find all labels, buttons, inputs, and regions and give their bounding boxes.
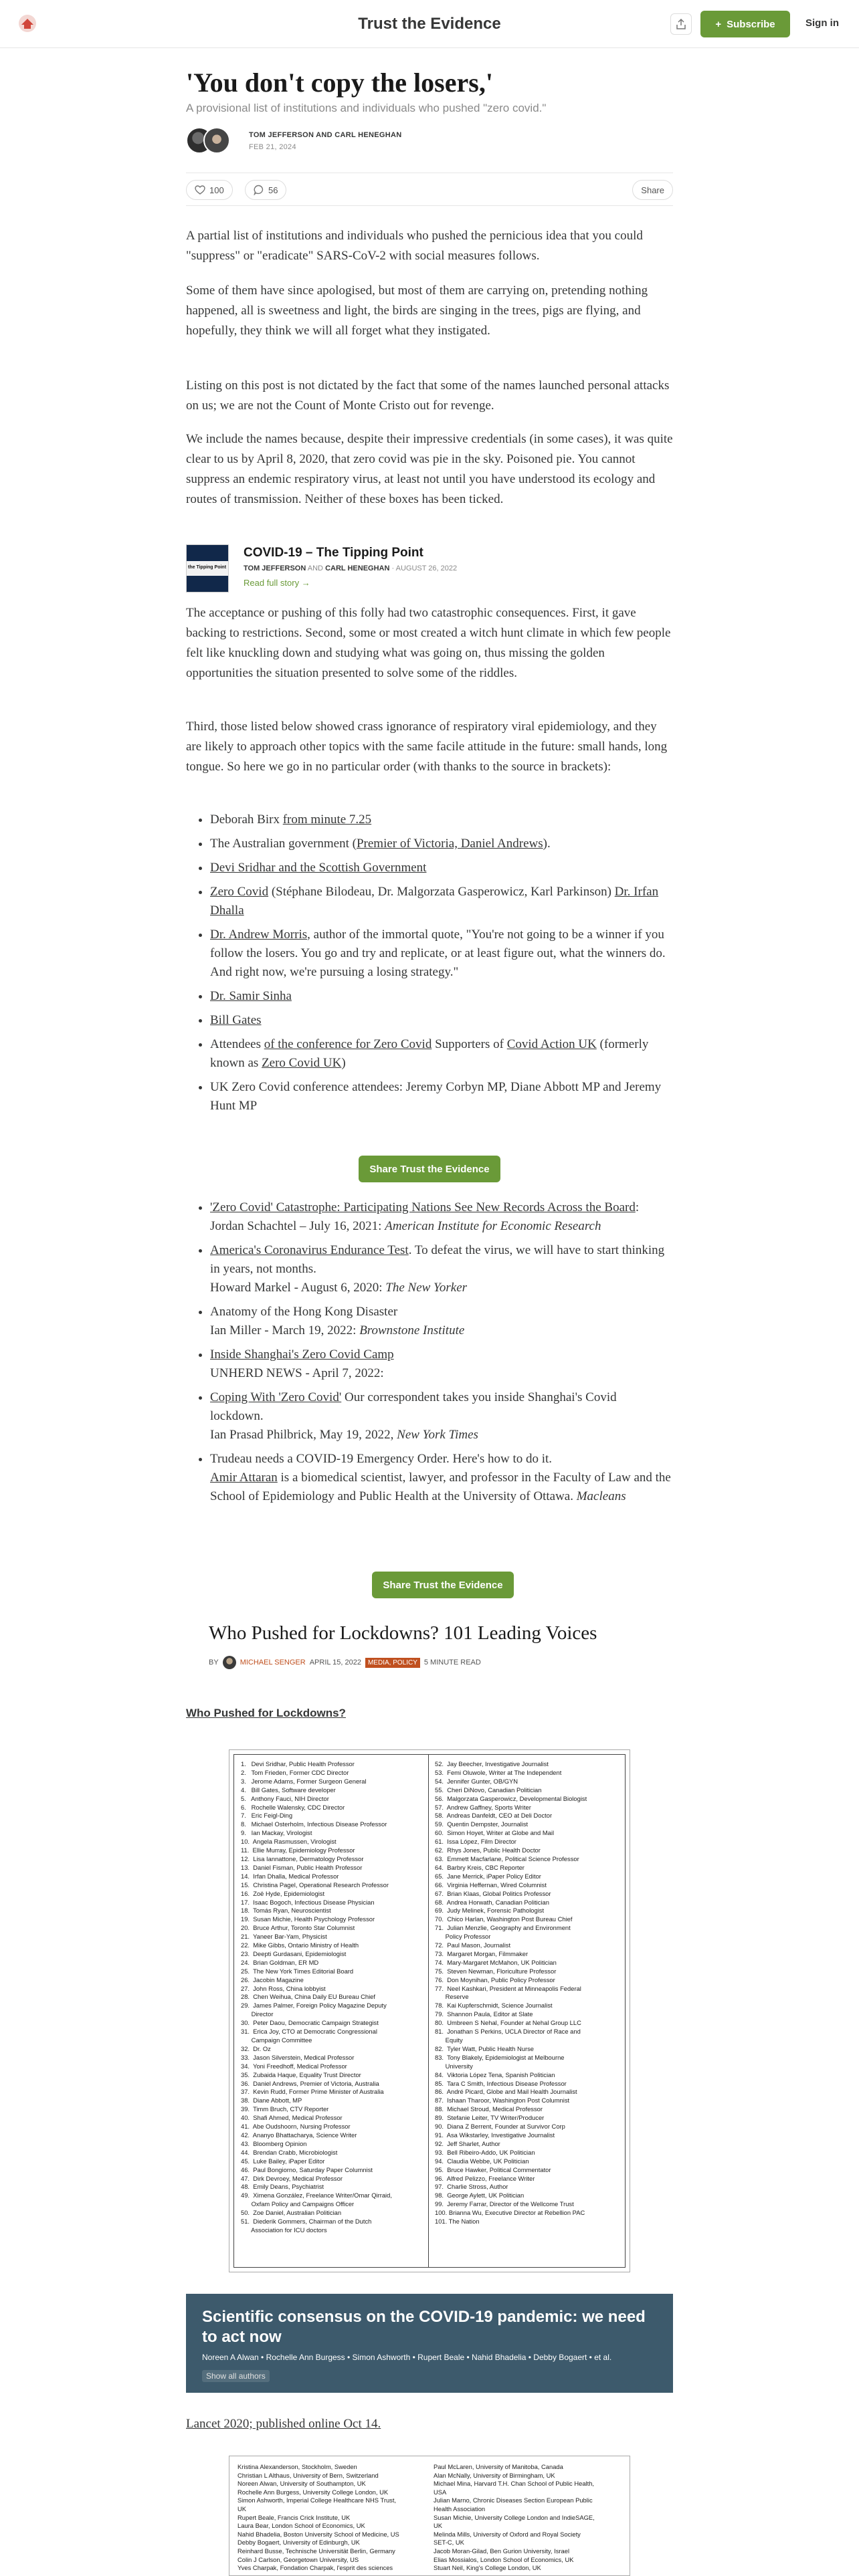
list-entry: 70. Chico Harlan, Washington Post Bureau Chief xyxy=(435,1915,573,1923)
byline xyxy=(186,127,673,156)
list-entry: USA xyxy=(434,2488,447,2496)
share-button[interactable]: Share xyxy=(632,180,673,200)
article-link[interactable]: America's Coronavirus Endurance Test xyxy=(210,1243,409,1257)
source-link[interactable]: Bill Gates xyxy=(210,1013,262,1027)
source-link[interactable]: Premier of Victoria, Daniel Andrews xyxy=(356,837,543,851)
post-actions-bar xyxy=(186,173,673,206)
list-entry: 40. Shafi Ahmed, Medical Professor xyxy=(241,2114,343,2122)
list-entry: 2. Tom Frieden, Former CDC Director xyxy=(241,1768,349,1776)
paragraph: Third, those listed below showed crass ignorance of respiratory viral epidemiology, and they are likely to approach other topics with the same facile attitude in the future: small hands, long tongue. So here we go in no particular order (with thanks to the source in brackets): xyxy=(186,720,668,774)
post-subtitle: A provisional list of institutions and individuals who pushed "zero covid." xyxy=(186,102,547,114)
list-entry: 84. Viktoria López Tena, Spanish Politician xyxy=(435,2070,555,2078)
article-link[interactable]: Coping With 'Zero Covid' xyxy=(210,1390,342,1404)
list-entry: 27. John Ross, China lobbyist xyxy=(241,1984,326,1992)
subscribe-button[interactable] xyxy=(700,11,790,37)
list-item: • America's Coronavirus Endurance Test. To defeat the virus, we will have to start thinking in years, not months. Howard Markel - August 6, 2020: The New Yorker xyxy=(210,1241,673,1297)
list-entry: 18. Tomás Ryan, Neuroscientist xyxy=(241,1907,331,1915)
list-entry: 100. Brianna Wu, Executive Director at Rebellion PAC xyxy=(435,2209,585,2217)
list-entry: UK xyxy=(434,2522,443,2530)
list-entry: Reinhard Busse, Technische Universität Berlin, Germany xyxy=(237,2547,395,2555)
list-entry: 42. Ananyo Bhattacharya, Science Writer xyxy=(241,2131,357,2139)
list-entry: 22. Mike Gibbs, Ontario Ministry of Health xyxy=(241,1941,359,1949)
list-entry: Colin J Carlson, Georgetown University, US xyxy=(237,2555,359,2563)
list-entry: 94. Claudia Webbe, UK Politician xyxy=(435,2157,529,2165)
lockdown-article-meta: BY MICHAEL SENGER APRIL 15, 2022 MEDIA, POLICY 5 MINUTE READ xyxy=(209,1656,481,1669)
list-entry: 31. Erica Joy, CTO at Democratic Congressional xyxy=(241,2028,377,2036)
list-entry: 13. Daniel Fisman, Public Health Professor xyxy=(241,1863,363,1871)
list-entry: 76. Don Moynihan, Public Policy Professor xyxy=(435,1975,555,1983)
heart-icon xyxy=(195,185,205,195)
list-entry: 62. Rhys Jones, Public Health Doctor xyxy=(435,1846,541,1854)
list-entry: 17. Isaac Bogoch, Infectious Disease Physician xyxy=(241,1898,375,1906)
list-entry: 32. Dr. Oz xyxy=(241,2044,271,2052)
post-authors[interactable]: TOM JEFFERSON AND CARL HENEGHAN xyxy=(249,131,402,139)
list-entry: 63. Emmett Macfarlane, Political Science Professor xyxy=(435,1854,579,1862)
list-entry: Noreen Alwan, University of Southampton, UK xyxy=(237,2480,366,2488)
source-link[interactable]: Covid Action UK xyxy=(506,1037,597,1051)
list-entry: 8. Michael Osterholm, Infectious Disease Professor xyxy=(241,1820,387,1828)
embedded-post-card[interactable] xyxy=(186,542,673,595)
list-entry: 78. Kai Kupferschmidt, Science Journalist xyxy=(435,2002,553,2010)
list-entry: 68. Andrea Horwath, Canadian Politician xyxy=(435,1898,549,1906)
list-entry: 23. Deepti Gurdasani, Epidemiologist xyxy=(241,1949,347,1957)
list-entry: Director xyxy=(241,2010,274,2018)
list-entry: 60. Simon Hoyet, Writer at Globe and Mail xyxy=(435,1829,555,1837)
scan-column-right xyxy=(435,1760,622,2226)
banner-title: Scientific consensus on the COVID-19 pandemic: we need to act now xyxy=(202,2308,646,2346)
list-item: • 'Zero Covid' Catastrophe: Participating Nations See New Records Across the Board: Jordan Schachtel – July 16, 2021: American Institute for Economic Research xyxy=(210,1198,673,1236)
list-entry: 79. Shannon Paula, Editor at Slate xyxy=(435,2010,533,2018)
list-entry: 11. Ellie Murray, Epidemiology Professor xyxy=(241,1846,355,1854)
list-entry: 101. The Nation xyxy=(435,2218,480,2226)
list-entry: 39. Timm Bruch, CTV Reporter xyxy=(241,2105,329,2113)
list-entry: Christian L Althaus, University of Bern, Switzerland xyxy=(237,2471,379,2479)
category-tag: MEDIA, POLICY xyxy=(365,1658,420,1668)
post-date: FEB 21, 2024 xyxy=(249,143,296,151)
paragraph: Some of them have since apologised, but most of them are carrying on, pretending nothing happened, all is sweetness and light, the birds are singing in the trees, pigs are flying, and hopefully, they think we will all forget what they instigated. xyxy=(186,284,648,338)
publication-title[interactable]: Trust the Evidence xyxy=(358,15,501,33)
list-item xyxy=(210,987,673,1006)
banner-authors: Noreen A Alwan • Rochelle Ann Burgess • Simon Ashworth • Rupert Beale • Nahid Bhadelia • Debby Bogaert • et al. xyxy=(202,2353,612,2362)
list-entry: 24. Brian Goldman, ER MD xyxy=(241,1958,319,1966)
list-entry: Susan Michie, University College London and IndieSAGE, xyxy=(434,2513,595,2521)
list-entry: 45. Luke Bailey, iPaper Editor xyxy=(241,2157,325,2165)
list-entry: 6. Rochelle Walensky, CDC Director xyxy=(241,1803,345,1811)
list-entry: Paul McLaren, University of Manitoba, Canada xyxy=(434,2463,563,2470)
list-entry: University xyxy=(435,2062,473,2070)
list-entry: Kristina Alexanderson, Stockholm, Sweden xyxy=(237,2463,357,2470)
list-item: • Zero Covid (Stéphane Bilodeau, Dr. Malgorzata Gasperowicz, Karl Parkinson) Dr. Irfan Dhalla xyxy=(210,883,673,920)
list-entry: 71. Julian Menzlie, Geography and Environment xyxy=(435,1924,571,1932)
arrow-right-icon: → xyxy=(301,578,310,588)
list-entry: Yves Charpak, Fondation Charpak, l'esprit des sciences xyxy=(237,2564,393,2572)
scan-column-left xyxy=(241,1760,425,2235)
list-entry: Jacob Moran-Gilad, Ben Gurion University, Israel xyxy=(434,2547,570,2555)
list-entry: Oxfam Policy and Campaigns Officer xyxy=(241,2200,355,2208)
list-entry: 87. Ishaan Tharoor, Washington Post Columnist xyxy=(435,2097,570,2105)
list-entry: 64. Barbry Kreis, CBC Reporter xyxy=(435,1863,524,1871)
lockdown-list-image[interactable] xyxy=(229,1749,630,2272)
list-entry: 56. Malgorzata Gasperowicz, Developmental Biologist xyxy=(435,1794,587,1802)
source-link[interactable]: Dr. Irfan Dhalla xyxy=(210,885,659,918)
share-publication-button[interactable]: Share Trust the Evidence xyxy=(372,1572,514,1598)
list-entry: 75. Steven Newman, Floriculture Professor xyxy=(435,1967,557,1975)
source-link[interactable]: Zero Covid UK xyxy=(262,1056,342,1070)
signatories-image[interactable] xyxy=(229,2456,630,2576)
articles-list xyxy=(186,1198,673,1511)
list-entry: 20. Bruce Arthur, Toronto Star Columnist xyxy=(241,1924,355,1932)
list-entry: 86. André Picard, Globe and Mail Health Journalist xyxy=(435,2088,577,2096)
list-entry: 97. Charlie Stross, Author xyxy=(435,2183,508,2191)
list-entry: 16. Zoë Hyde, Epidemiologist xyxy=(241,1889,325,1897)
list-entry: Debby Bogaert, University of Edinburgh, UK xyxy=(237,2539,360,2547)
lancet-banner[interactable] xyxy=(186,2294,673,2393)
list-entry: UK xyxy=(237,2504,247,2512)
list-item: • Anatomy of the Hong Kong Disaster Ian Miller - March 19, 2022: Brownstone Institute xyxy=(210,1303,673,1340)
like-button[interactable] xyxy=(186,180,233,200)
list-entry: Nahid Bhadelia, Boston University School of Medicine, US xyxy=(237,2530,399,2538)
list-entry: 92. Jeff Sharlet, Author xyxy=(435,2139,500,2147)
comments-button[interactable] xyxy=(245,180,286,200)
paragraph: A partial list of institutions and individuals who pushed the pernicious idea that you could "suppress" or "eradicate" SARS-CoV-2 with social measures follows. xyxy=(186,229,643,263)
comment-count: 56 xyxy=(268,185,278,195)
names-list xyxy=(186,811,673,1121)
article-link[interactable]: Inside Shanghai's Zero Covid Camp xyxy=(210,1348,394,1362)
list-entry: Rochelle Ann Burgess, University College London, UK xyxy=(237,2488,389,2496)
list-entry: Laura Bear, London School of Economics, UK xyxy=(237,2522,365,2530)
comment-icon xyxy=(254,185,264,195)
list-entry: 80. Umbreen S Nehal, Founder at Nehal Group LLC xyxy=(435,2019,581,2027)
list-entry: 85. Tara C Smith, Infectious Disease Professor xyxy=(435,2079,567,2087)
list-entry: 26. Jacobin Magazine xyxy=(241,1975,304,1983)
list-entry: 77. Neel Kashkari, President at Minneapolis Federal xyxy=(435,1984,581,1992)
read-time: 5 MINUTE READ xyxy=(423,1658,481,1667)
paragraph: Listing on this post is not dictated by the fact that some of the names launched personal attacks on us; we are not the Count of Monte Cristo out for revenge. xyxy=(186,379,670,413)
list-entry: Health Association xyxy=(434,2504,486,2512)
list-entry: 33. Jason Silverstein, Medical Professor xyxy=(241,2053,355,2061)
list-entry: 29. James Palmer, Foreign Policy Magazine Deputy xyxy=(241,2002,387,2010)
source-link[interactable]: Dr. Andrew Morris xyxy=(210,928,308,942)
list-item xyxy=(210,859,673,877)
list-entry: 53. Femi Oluwole, Writer at The Independent xyxy=(435,1768,562,1776)
list-entry: 82. Tyler Watt, Public Health Nurse xyxy=(435,2044,534,2052)
list-entry: Equity xyxy=(435,2036,463,2044)
embedded-post-title[interactable]: COVID-19 – The Tipping Point xyxy=(244,546,423,560)
top-navigation xyxy=(0,0,859,48)
scan-column-left xyxy=(237,2463,425,2573)
list-entry: 34. Yoni Freedhoff, Medical Professor xyxy=(241,2062,347,2070)
list-entry: 44. Brendan Crabb, Microbiologist xyxy=(241,2148,338,2156)
list-entry: 74. Mary-Margaret McMahon, UK Politician xyxy=(435,1958,557,1966)
list-entry: 98. George Aylett, UK Politician xyxy=(435,2191,524,2199)
list-entry: 90. Diana Z Berrent, Founder at Survivor Corp xyxy=(435,2123,565,2131)
list-entry: 72. Paul Mason, Journalist xyxy=(435,1941,511,1949)
list-entry: 37. Kevin Rudd, Former Prime Minister of Australia xyxy=(241,2088,384,2096)
lockdown-article-title: Who Pushed for Lockdowns? 101 Leading Voices xyxy=(209,1622,597,1644)
list-entry: Alan McNally, University of Birmingham, UK xyxy=(434,2471,555,2479)
list-item: • Inside Shanghai's Zero Covid Camp UNHERD NEWS - April 7, 2022: xyxy=(210,1346,673,1383)
list-entry: 28. Chen Weihua, China Daily EU Bureau Chief xyxy=(241,1993,375,2001)
list-item: • Trudeau needs a COVID-19 Emergency Order. Here's how to do it. Amir Attaran is a biomedical scientist, lawyer, and professor in the Faculty of Law and the School of Epidemiology and Public Health at the University of Ottawa. Macleans xyxy=(210,1450,673,1506)
list-entry: 83. Tony Blakely, Epidemiologist at Melbourne xyxy=(435,2053,565,2061)
who-pushed-link[interactable]: Who Pushed for Lockdowns? xyxy=(186,1707,346,1719)
author-avatar[interactable] xyxy=(203,127,230,154)
list-entry: 7. Eric Feigl-Ding xyxy=(241,1812,293,1820)
post-title: 'You don't copy the losers,' xyxy=(186,68,493,98)
list-entry: 81. Jonathan S Perkins, UCLA Director of Race and xyxy=(435,2028,581,2036)
list-entry: 21. Yaneer Bar-Yam, Physicist xyxy=(241,1933,327,1941)
source-link[interactable]: Zero Covid xyxy=(210,885,269,899)
list-entry: 52. Jay Beecher, Investigative Journalist xyxy=(435,1760,549,1767)
show-all-authors-button[interactable]: Show all authors xyxy=(202,2370,270,2382)
list-entry: 3. Jerome Adams, Former Surgeon General xyxy=(241,1777,367,1785)
list-entry: 19. Susan Michie, Health Psychology Professor xyxy=(241,1915,375,1923)
list-item: • UK Zero Covid conference attendees: Jeremy Corbyn MP, Diane Abbott MP and Jeremy Hunt MP xyxy=(210,1078,673,1115)
plus-icon: + xyxy=(715,18,722,30)
list-entry: Simon Ashworth, Imperial College Healthcare NHS Trust, xyxy=(237,2496,397,2504)
like-count: 100 xyxy=(209,185,224,195)
list-entry: 15. Christina Pagel, Operational Research Professor xyxy=(241,1881,389,1889)
author-avatar xyxy=(223,1656,236,1669)
list-entry: 50. Zoe Daniel, Australian Politician xyxy=(241,2209,342,2217)
list-entry: Policy Professor xyxy=(435,1933,491,1941)
list-entry: Rupert Beale, Francis Crick Institute, UK xyxy=(237,2513,351,2521)
source-link[interactable]: Dr. Samir Sinha xyxy=(210,989,292,1003)
list-entry: 58. Andreas Danfeldt, CEO at Deli Doctor xyxy=(435,1812,553,1820)
list-entry: 59. Quentin Dempster, Journalist xyxy=(435,1820,529,1828)
list-entry: Julian Marno, Chronic Diseases Section European Public xyxy=(434,2496,593,2504)
list-entry: Campaign Committee xyxy=(241,2036,312,2044)
list-item xyxy=(210,1011,673,1030)
list-entry: 1. Devi Sridhar, Public Health Professor xyxy=(241,1760,355,1767)
list-entry: 69. Judy Melinek, Forensic Pathologist xyxy=(435,1907,545,1915)
list-entry: 99. Jeremy Farrar, Director of the Wellcome Trust xyxy=(435,2200,574,2208)
article-link[interactable]: Amir Attaran xyxy=(210,1471,278,1485)
list-entry: 47. Dirk Devroey, Medical Professor xyxy=(241,2174,343,2182)
list-item: • Coping With 'Zero Covid' Our correspondent takes you inside Shanghai's Covid lockdown. Ian Prasad Philbrick, May 19, 2022, New York Times xyxy=(210,1388,673,1444)
list-entry: 89. Stefanie Leiter, TV Writer/Producer xyxy=(435,2114,545,2122)
list-entry: 43. Bloomberg Opinion xyxy=(241,2139,307,2147)
list-entry: Melinda Mills, University of Oxford and Royal Society xyxy=(434,2530,581,2538)
read-full-story-link[interactable]: Read full story → xyxy=(244,578,310,588)
scan-column-right xyxy=(434,2463,628,2573)
list-entry: 57. Andrew Gaffney, Sports Writer xyxy=(435,1803,531,1811)
scan-frame xyxy=(233,1754,626,2268)
embedded-post-thumbnail: the Tipping Point xyxy=(186,544,229,593)
list-entry: 46. Paul Bongiorno, Saturday Paper Columnist xyxy=(241,2165,373,2173)
list-entry: 48. Emily Deans, Psychiatrist xyxy=(241,2183,324,2191)
lockdown-date: APRIL 15, 2022 xyxy=(309,1658,361,1667)
list-entry: 12. Lisa Iannattone, Dermatology Professor xyxy=(241,1854,364,1862)
list-entry: Association for ICU doctors xyxy=(241,2226,327,2234)
column-divider xyxy=(428,1755,429,2267)
list-entry: 4. Bill Gates, Software developer xyxy=(241,1786,336,1794)
list-entry: 51. Diederik Gommers, Chairman of the Dutch xyxy=(241,2218,372,2226)
list-entry: 93. Bell Ribeiro-Addo, UK Politician xyxy=(435,2148,535,2156)
share-publication-button[interactable]: Share Trust the Evidence xyxy=(359,1156,500,1182)
paragraph: The acceptance or pushing of this folly had two catastrophic consequences. First, it gave backing to restrictions. Second, some or most created a witch hunt climate in which few people felt like knuckling down and studying what was going on, thus missing the golden opportunities the situation presented to solve some of the riddles. xyxy=(186,606,671,680)
list-entry: Elias Mossialos, London School of Economics, UK xyxy=(434,2555,574,2563)
list-entry: 88. Michael Stroud, Medical Professor xyxy=(435,2105,543,2113)
list-item: • Attendees of the conference for Zero Covid Supporters of Covid Action UK (formerly known as Zero Covid UK) xyxy=(210,1035,673,1073)
paragraph: We include the names because, despite their impressive credentials (in some cases), it was quite clear to us by April 8, 2020, that zero covid was pie in the sky. Poisoned pie. You cannot suppress an endemic respiratory virus, at least not until you have understood its ecology and routes of transmission. Neither of these boxes has been ticked. xyxy=(186,432,673,506)
source-link[interactable]: Devi Sridhar and the Scottish Government xyxy=(210,861,427,875)
list-entry: Michael Mina, Harvard T.H. Chan School of Public Health, xyxy=(434,2480,595,2488)
lockdown-author: MICHAEL SENGER xyxy=(240,1658,306,1667)
list-entry: 95. Bruce Hawker, Political Commentator xyxy=(435,2165,551,2173)
source-link[interactable]: of the conference for Zero Covid xyxy=(264,1037,432,1051)
list-entry: 73. Margaret Morgan, Filmmaker xyxy=(435,1949,529,1957)
list-item: • Dr. Andrew Morris, author of the immortal quote, "You're not going to be a winner if you follow the losers. You go and try and replicate, or at least figure out, what the winners do. And right now, we're pursuing a losing strategy." xyxy=(210,926,673,982)
list-entry: 49. Ximena González, Freelance Writer/Omar Qirraid, xyxy=(241,2191,392,2199)
list-entry: 41. Abe Oudshoorn, Nursing Professor xyxy=(241,2123,351,2131)
embedded-post-meta: TOM JEFFERSON AND CARL HENEGHAN · AUGUST 26, 2022 xyxy=(244,564,458,572)
article-link[interactable]: 'Zero Covid' Catastrophe: Participating Nations See New Records Across the Board xyxy=(210,1200,636,1214)
list-entry: Stuart Neil, King's College London, UK xyxy=(434,2564,541,2572)
source-link[interactable]: from minute 7.25 xyxy=(282,813,372,827)
list-entry: 66. Virginia Heffernan, Wired Columnist xyxy=(435,1881,547,1889)
list-entry: 36. Daniel Andrews, Premier of Victoria, Australia xyxy=(241,2079,379,2087)
list-entry: 96. Alfred Pelizzo, Freelance Writer xyxy=(435,2174,535,2182)
list-entry: 65. Jane Merrick, iPaper Policy Editor xyxy=(435,1872,541,1880)
share-icon[interactable] xyxy=(670,13,692,35)
list-entry: 9. Ian Mackay, Virologist xyxy=(241,1829,312,1837)
list-item: • The Australian government (Premier of Victoria, Daniel Andrews). xyxy=(210,835,673,853)
list-entry: 54. Jennifer Gunter, OB/GYN xyxy=(435,1777,518,1785)
list-entry: 14. Irfan Dhalla, Medical Professor xyxy=(241,1872,339,1880)
list-entry: 5. Anthony Fauci, NIH Director xyxy=(241,1794,329,1802)
list-item: • Deborah Birx from minute 7.25 xyxy=(210,811,673,829)
subscribe-label: Subscribe xyxy=(727,18,775,30)
list-entry: 91. Asa Wikstarley, Investigative Journalist xyxy=(435,2131,555,2139)
list-entry: 67. Brian Klaas, Global Politics Professor xyxy=(435,1889,551,1897)
list-entry: 61. Issa López, Film Director xyxy=(435,1838,516,1846)
list-entry: Reserve xyxy=(435,1993,469,2001)
sign-in-link[interactable]: Sign in xyxy=(805,17,839,29)
lancet-citation-link[interactable]: Lancet 2020; published online Oct 14. xyxy=(186,2417,381,2431)
list-entry: 25. The New York Times Editorial Board xyxy=(241,1967,354,1975)
list-entry: 30. Peter Daou, Democratic Campaign Strategist xyxy=(241,2019,379,2027)
list-entry: 10. Angela Rasmussen, Virologist xyxy=(241,1838,337,1846)
list-entry: 38. Diane Abbott, MP xyxy=(241,2097,302,2105)
list-entry: 35. Zubaida Haque, Equality Trust Director xyxy=(241,2070,361,2078)
list-entry: 55. Cheri DiNovo, Canadian Politician xyxy=(435,1786,542,1794)
list-entry: SET-C, UK xyxy=(434,2539,464,2547)
